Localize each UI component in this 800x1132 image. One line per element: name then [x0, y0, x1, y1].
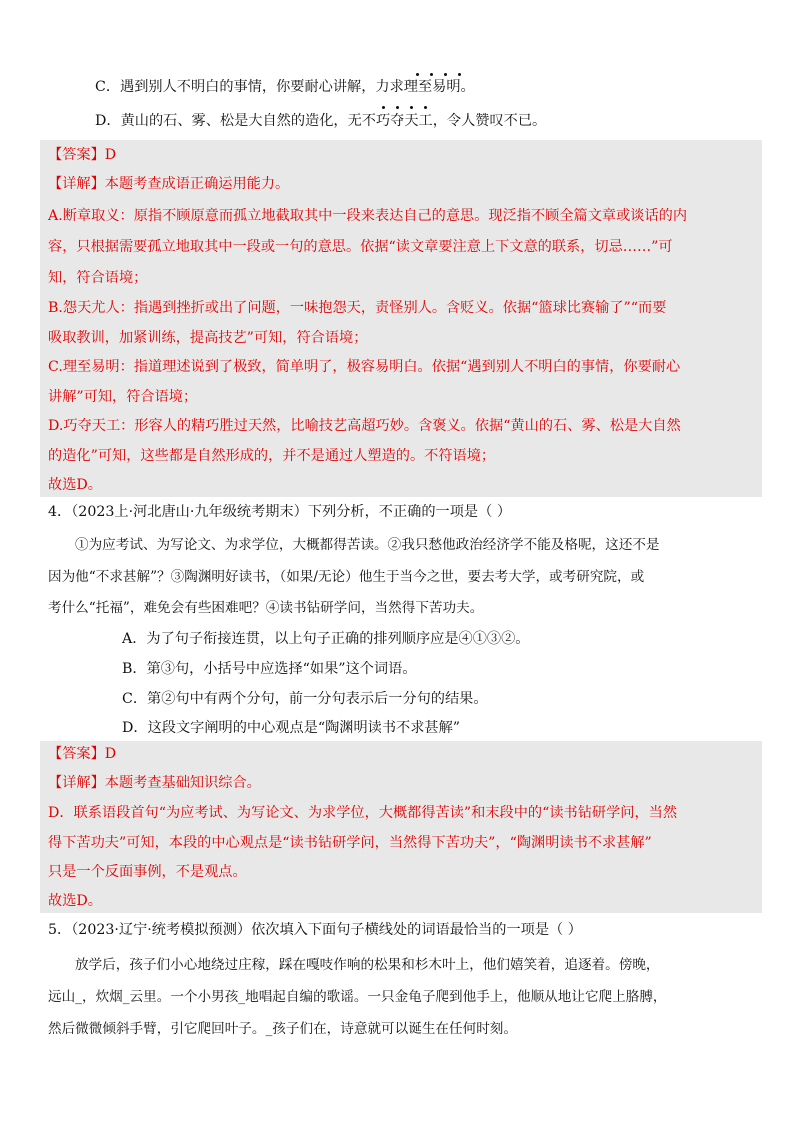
- passage-line: 考什么“托福”，难免会有些困难吧？④读书钻研学问，当然得下苦功夫。: [48, 600, 484, 616]
- option-c: C．第②句中有两个分句，前一分句表示后一分句的结果。: [122, 691, 488, 707]
- conclusion: 故选D。: [48, 477, 102, 493]
- option-b: B．第③句，小括号中应选择“如果”这个词语。: [122, 661, 417, 677]
- detail-line: A.断章取义：原指不顾原意而孤立地截取其中一段来表达自己的意思。现泛指不顾全篇文章或谈话的内: [48, 208, 688, 224]
- option-a: A．为了句子衔接连贯，以上句子正确的排列顺序应是④①③②。: [122, 631, 530, 647]
- detail-line: 【详解】本题考查成语正确运用能力。: [48, 176, 290, 192]
- detail-line: 【详解】本题考查基础知识综合。: [48, 775, 261, 791]
- answer-box-q4: [40, 741, 762, 913]
- conclusion: 故选D。: [48, 893, 102, 909]
- detail-line: 讲解”可知，符合语境；: [48, 389, 198, 405]
- option-d: D．这段文字阐明的中心观点是“陶渊明读书不求甚解”: [122, 720, 461, 736]
- detail-line: D.巧夺天工：形容人的精巧胜过天然，比喻技艺高超巧妙。含褒义。依据“黄山的石、雾、松是大自然: [48, 418, 681, 434]
- passage-line: 然后微微倾斜手臂，引它爬回叶子。_孩子们在，诗意就可以诞生在任何时刻。: [48, 1021, 517, 1037]
- detail-line: D．联系语段首句“为应考试、为写论文、为求学位，大概都得苦读”和末段中的“读书钻研学问，当然: [48, 805, 678, 821]
- detail-line: 得下苦功夫”可知，本段的中心观点是“读书钻研学问，当然得下苦功夫”，“陶渊明读书不求甚解”: [48, 835, 652, 851]
- option-c: C．遇到别人不明白的事情，你要耐心讲解，力求理至易明。: [95, 79, 475, 95]
- passage-line: 放学后，孩子们小心地绕过庄稼，踩在嘎吱作响的松果和杉木叶上，他们嬉笑着，追逐着。傍晚，: [75, 957, 660, 973]
- detail-line: C.理至易明：指道理述说到了极致，简单明了，极容易明白。依据“遇到别人不明白的事情，你要耐心: [48, 359, 681, 375]
- option-d: D．黄山的石、雾、松是大自然的造化，无不巧夺天工，令人赞叹不已。: [95, 113, 547, 129]
- detail-line: 的造化”可知，这些都是自然形成的，并不是通过人塑造的。不符语境；: [48, 448, 496, 464]
- detail-line: 吸取教训，加紧训练，提高技艺”可知，符合语境；: [48, 330, 368, 346]
- detail-line: 知，符合语境；: [48, 270, 148, 286]
- passage-line: ①为应考试、为写论文、为求学位，大概都得苦读。②我只愁他政治经济学不能及格呢，这还不是: [75, 537, 660, 553]
- passage-line: 因为他“不求甚解”？③陶渊明好读书，（如果/无论）他生于当今之世，要去考大学，或考研究院，或: [48, 569, 645, 585]
- detail-line: B.怨天尤人：指遇到挫折或出了问题，一味抱怨天，责怪别人。含贬义。依据“篮球比赛输了”“而要: [48, 300, 667, 316]
- question-stem-5: 5．（2023·辽宁·统考模拟预测）依次填入下面句子横线处的词语最恰当的一项是（ ）: [48, 922, 582, 938]
- passage-line: 远山_，炊烟_云里。一个小男孩_地唱起自编的歌谣。一只金龟子爬到他手上，他顺从地让它爬上胳膊，: [48, 989, 667, 1005]
- answer-label: 【答案】D: [48, 147, 117, 163]
- detail-line: 只是一个反面事例，不是观点。: [48, 864, 247, 880]
- detail-line: 容，只根据需要孤立地取其中一段或一句的意思。依据“读文章要注意上下文意的联系，切忌……”可: [48, 239, 673, 255]
- question-stem-4: 4．（2023上·河北唐山·九年级统考期末）下列分析，不正确的一项是（ ）: [48, 504, 512, 520]
- answer-label: 【答案】D: [48, 746, 117, 762]
